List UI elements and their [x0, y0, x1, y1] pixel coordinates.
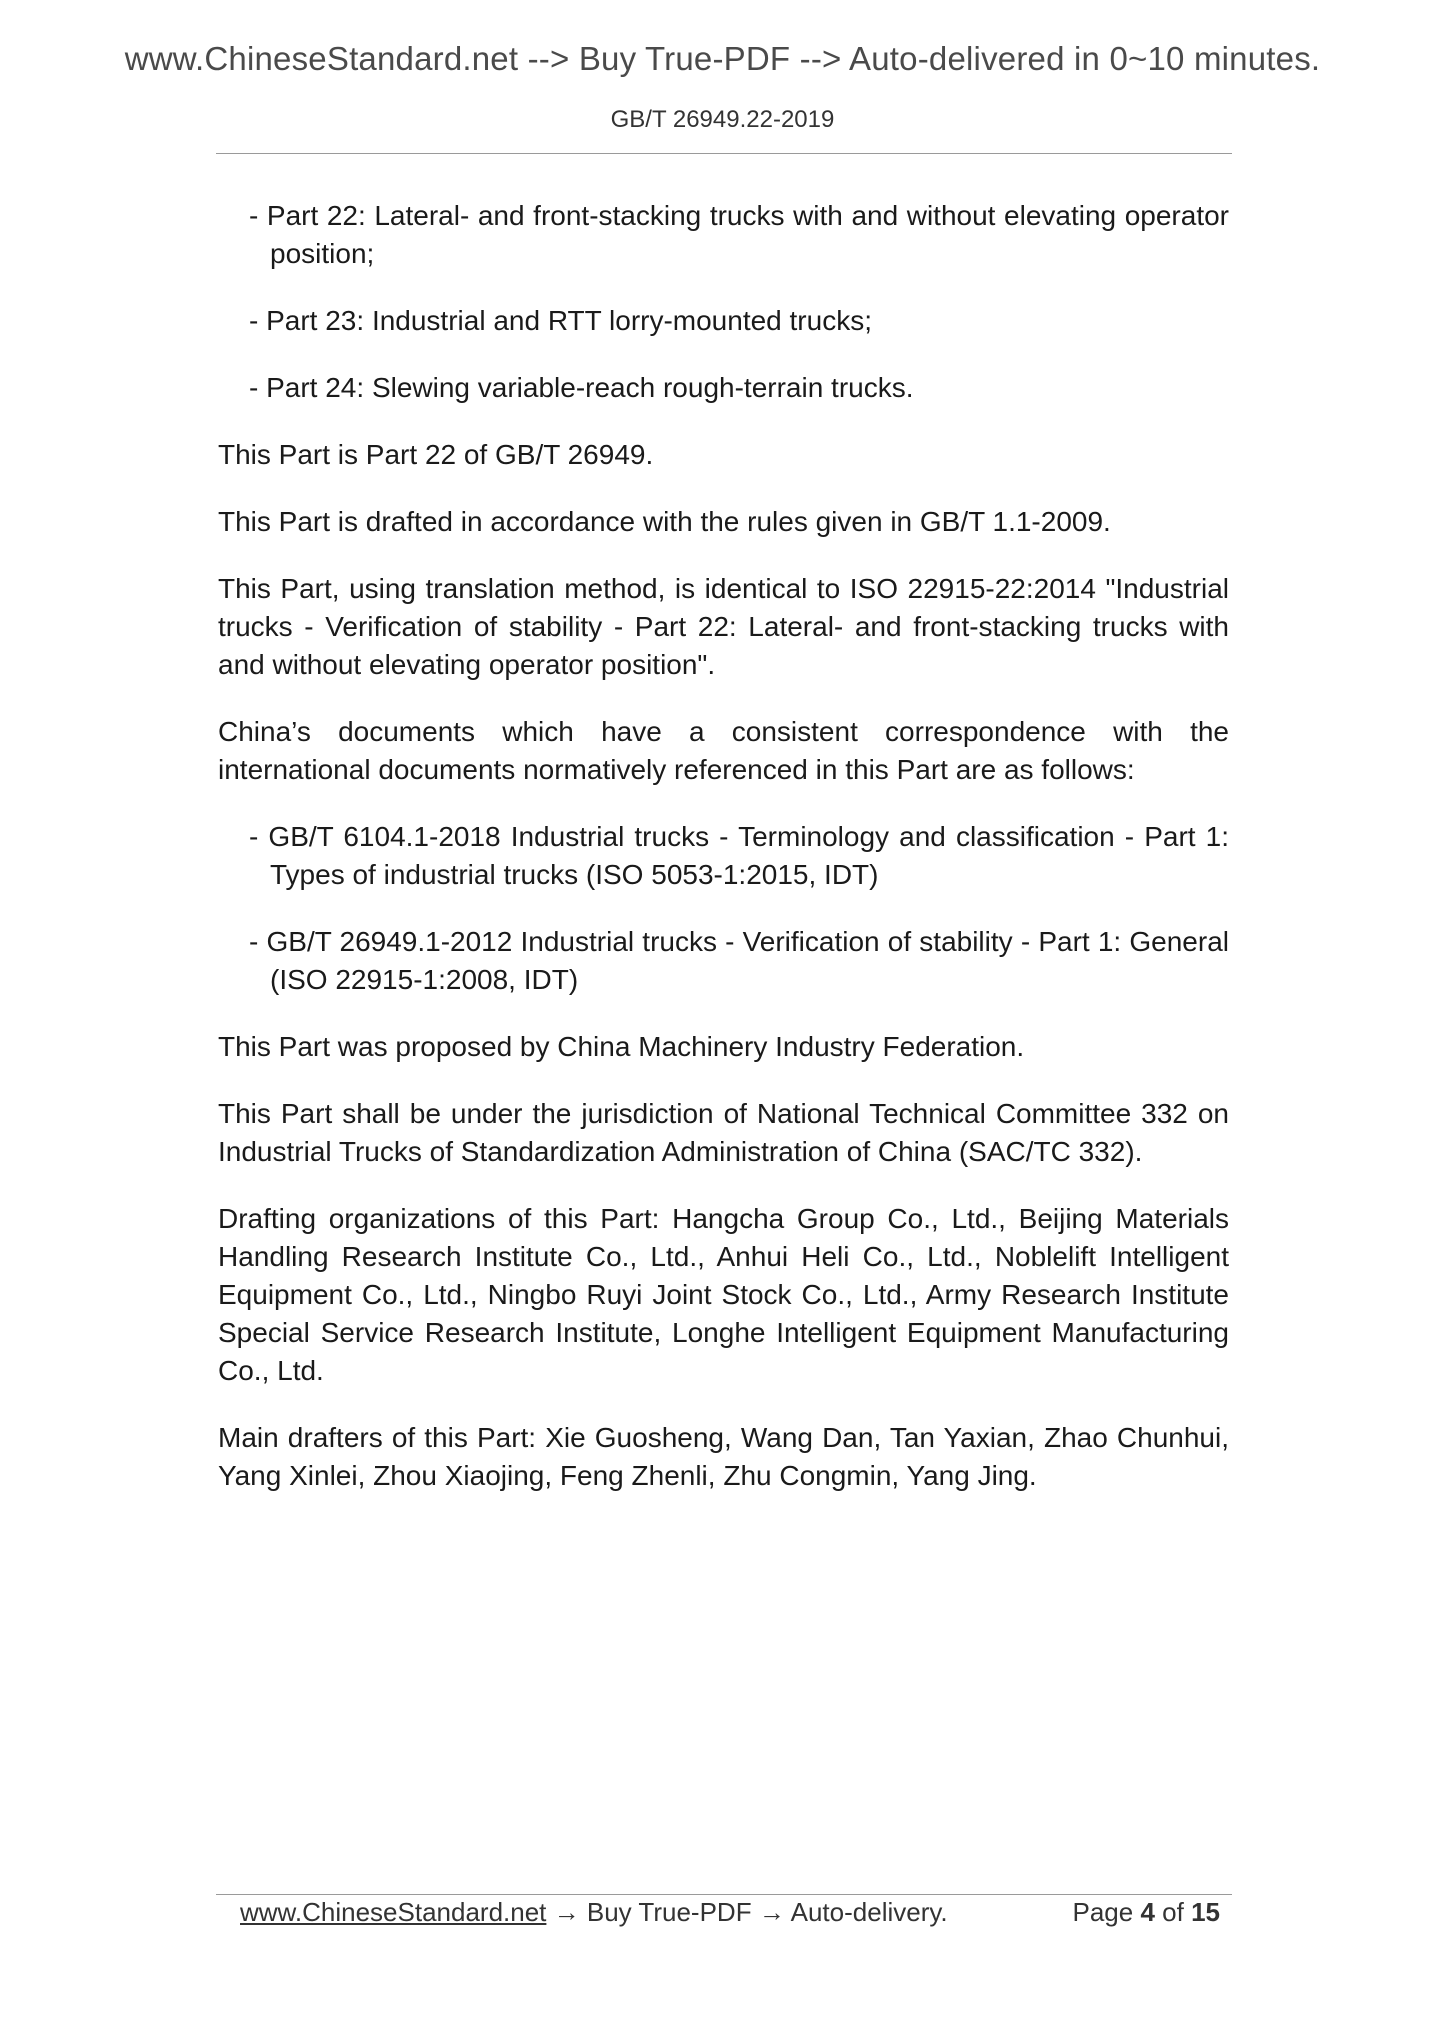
paragraph-drafted: This Part is drafted in accordance with the rules given in GB/T 1.1-2009. [218, 506, 1111, 537]
page-footer [240, 1897, 1220, 1937]
paragraph-drafters: Main drafters of this Part: Xie Guosheng, Wang Dan, Tan Yaxian, Zhao Chunhui, Yang Xinlei, Zhou Xiaojing, Feng Zhenli, Zhu Congmin, Yang Jing. [218, 1422, 1229, 1491]
document-body [218, 197, 1229, 1524]
list-item-part-22: - Part 22: Lateral- and front-stacking trucks with and without elevating operator position; [249, 200, 1229, 269]
page-number: 4 [1140, 1897, 1155, 1927]
paragraph-jurisdiction: This Part shall be under the jurisdiction of National Technical Committee 332 on Industrial Trucks of Standardization Administration of China (SAC/TC 332). [218, 1098, 1229, 1167]
page-label: Page [1072, 1897, 1134, 1927]
footer-site-link[interactable]: www.ChineseStandard.net [240, 1897, 547, 1927]
paragraph-proposed: This Part was proposed by China Machinery Industry Federation. [218, 1031, 1025, 1062]
list-item-part-23: - Part 23: Industrial and RTT lorry-mounted trucks; [249, 305, 872, 336]
header-divider [216, 153, 1232, 154]
footer-delivery-text: Auto-delivery. [790, 1897, 948, 1927]
list-item-ref-gbt-6104: - GB/T 6104.1-2018 Industrial trucks - Terminology and classification - Part 1: Types of industrial trucks (ISO 5053-1:2015, IDT) [249, 821, 1229, 890]
list-item-ref-gbt-26949-1: - GB/T 26949.1-2012 Industrial trucks - Verification of stability - Part 1: General (ISO 22915-1:2008, IDT) [249, 926, 1229, 995]
paragraph-drafting-orgs: Drafting organizations of this Part: Hangcha Group Co., Ltd., Beijing Materials Handling Research Institute Co., Ltd., Anhui Heli Co., Ltd., Noblelift Intelligent Equipment Co., Ltd., Ningbo Ruyi Joint Stock Co., Ltd., Army Research Institute Special Service Research Institute, Longhe Intelligent Equipment Manufacturing Co., Ltd. [218, 1203, 1229, 1386]
document-id: GB/T 26949.22-2019 [610, 106, 835, 133]
arrow-right-icon: → [758, 1897, 785, 1927]
paragraph-identical: This Part, using translation method, is identical to ISO 22915-22:2014 "Industrial trucks - Verification of stability - Part 22: Lateral- and front-stacking trucks with and without elevating operator position". [218, 573, 1229, 680]
paragraph-china-docs: China’s documents which have a consistent correspondence with the international documents normatively referenced in this Part are as follows: [218, 716, 1229, 785]
of-label: of [1162, 1897, 1184, 1927]
footer-buy-text: Buy True-PDF [586, 1897, 752, 1927]
page-indicator [1072, 1897, 1220, 1928]
arrow-right-icon: → [553, 1897, 580, 1927]
page-total: 15 [1191, 1897, 1220, 1927]
footer-divider [216, 1894, 1232, 1895]
site-banner: www.ChineseStandard.net --> Buy True-PDF --> Auto-delivered in 0~10 minutes. [124, 40, 1321, 77]
list-item-part-24: - Part 24: Slewing variable-reach rough-terrain trucks. [249, 372, 914, 403]
paragraph-part-of: This Part is Part 22 of GB/T 26949. [218, 439, 654, 470]
